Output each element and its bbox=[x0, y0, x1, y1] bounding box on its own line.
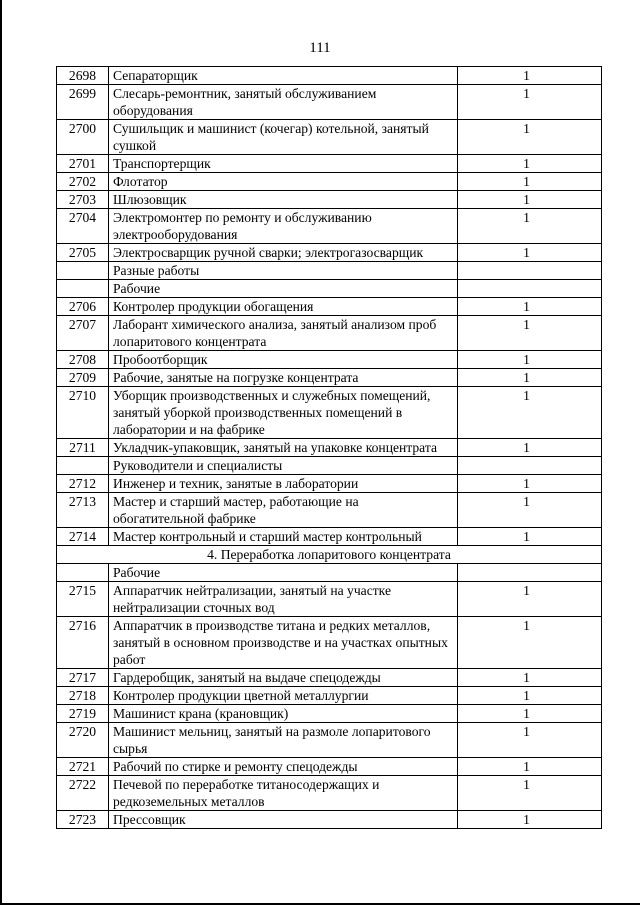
profession-name: Машинист крана (крановщик) bbox=[109, 705, 458, 723]
table-row bbox=[57, 155, 602, 173]
scan-edge-left bbox=[0, 0, 2, 905]
table-row bbox=[57, 298, 602, 316]
profession-name: Инженер и техник, занятые в лаборатории bbox=[109, 475, 458, 493]
row-number: 2698 bbox=[57, 67, 109, 85]
profession-name: Аппаратчик нейтрализации, занятый на участке нейтрализации сточных вод bbox=[109, 582, 458, 617]
group-header-row bbox=[57, 457, 602, 475]
row-value: 1 bbox=[523, 192, 530, 207]
value-cell bbox=[458, 687, 602, 705]
group-title: Рабочие bbox=[109, 280, 458, 298]
row-value: 1 bbox=[523, 583, 530, 598]
profession-name: Уборщик производственных и служебных помещений, занятый уборкой производственных помещений в лаборатории и на фабрике bbox=[109, 387, 458, 439]
row-number: 2723 bbox=[57, 811, 109, 829]
row-number: 2717 bbox=[57, 669, 109, 687]
table-row bbox=[57, 173, 602, 191]
row-value: 1 bbox=[523, 86, 530, 101]
table-row bbox=[57, 705, 602, 723]
value-cell bbox=[458, 85, 602, 120]
table-row bbox=[57, 120, 602, 155]
value-cell bbox=[458, 67, 602, 85]
value-cell bbox=[458, 617, 602, 669]
table-row bbox=[57, 493, 602, 528]
profession-name: Контролер продукции цветной металлургии bbox=[109, 687, 458, 705]
profession-name: Электросварщик ручной сварки; электрогазосварщик bbox=[109, 244, 458, 262]
row-number: 2701 bbox=[57, 155, 109, 173]
table-row bbox=[57, 85, 602, 120]
table-row bbox=[57, 758, 602, 776]
row-number: 2705 bbox=[57, 244, 109, 262]
group-header-row bbox=[57, 262, 602, 280]
row-number bbox=[57, 457, 109, 475]
row-number: 2711 bbox=[57, 439, 109, 457]
value-cell bbox=[458, 528, 602, 546]
row-value: 1 bbox=[523, 317, 530, 332]
table-row bbox=[57, 191, 602, 209]
row-number: 2718 bbox=[57, 687, 109, 705]
profession-name: Рабочие, занятые на погрузке концентрата bbox=[109, 369, 458, 387]
row-number: 2699 bbox=[57, 85, 109, 120]
value-cell bbox=[458, 811, 602, 829]
row-number: 2716 bbox=[57, 617, 109, 669]
value-cell bbox=[458, 155, 602, 173]
row-number: 2700 bbox=[57, 120, 109, 155]
table-row bbox=[57, 316, 602, 351]
row-value: 1 bbox=[523, 724, 530, 739]
value-cell bbox=[458, 776, 602, 811]
profession-name: Мастер контрольный и старший мастер контрольный bbox=[109, 528, 458, 546]
row-value: 1 bbox=[523, 777, 530, 792]
value-cell bbox=[458, 439, 602, 457]
value-cell bbox=[458, 316, 602, 351]
profession-name: Сепараторщик bbox=[109, 67, 458, 85]
table-row bbox=[57, 811, 602, 829]
table-row bbox=[57, 475, 602, 493]
table-row bbox=[57, 439, 602, 457]
profession-name: Рабочий по стирке и ремонту спецодежды bbox=[109, 758, 458, 776]
profession-name: Машинист мельниц, занятый на размоле лопаритового сырья bbox=[109, 723, 458, 758]
value-cell bbox=[458, 758, 602, 776]
row-value: 1 bbox=[523, 156, 530, 171]
value-cell bbox=[458, 564, 602, 582]
table-row bbox=[57, 387, 602, 439]
value-cell bbox=[458, 351, 602, 369]
row-value: 1 bbox=[523, 352, 530, 367]
table-row bbox=[57, 617, 602, 669]
table-row bbox=[57, 244, 602, 262]
row-number: 2708 bbox=[57, 351, 109, 369]
table-row bbox=[57, 369, 602, 387]
row-value: 1 bbox=[523, 174, 530, 189]
row-value: 1 bbox=[523, 476, 530, 491]
table-row bbox=[57, 687, 602, 705]
row-number: 2719 bbox=[57, 705, 109, 723]
value-cell bbox=[458, 387, 602, 439]
row-number: 2707 bbox=[57, 316, 109, 351]
row-number bbox=[57, 280, 109, 298]
row-value: 1 bbox=[523, 670, 530, 685]
table-body bbox=[57, 67, 602, 829]
group-header-row bbox=[57, 564, 602, 582]
value-cell bbox=[458, 369, 602, 387]
profession-name: Пробоотборщик bbox=[109, 351, 458, 369]
profession-name: Аппаратчик в производстве титана и редких металлов, занятый в основном производстве и на участках опытных работ bbox=[109, 617, 458, 669]
group-title: Разные работы bbox=[109, 262, 458, 280]
row-value: 1 bbox=[523, 210, 530, 225]
group-title: Рабочие bbox=[109, 564, 458, 582]
row-value: 1 bbox=[523, 121, 530, 136]
row-number: 2706 bbox=[57, 298, 109, 316]
row-number: 2710 bbox=[57, 387, 109, 439]
row-value: 1 bbox=[523, 812, 530, 827]
value-cell bbox=[458, 723, 602, 758]
value-cell bbox=[458, 298, 602, 316]
row-value: 1 bbox=[523, 245, 530, 260]
profession-name: Слесарь-ремонтник, занятый обслуживанием оборудования bbox=[109, 85, 458, 120]
row-value: 1 bbox=[523, 618, 530, 633]
section-row bbox=[57, 546, 602, 564]
profession-name: Мастер и старший мастер, работающие на обогатительной фабрике bbox=[109, 493, 458, 528]
row-number: 2709 bbox=[57, 369, 109, 387]
row-value: 1 bbox=[523, 370, 530, 385]
row-value: 1 bbox=[523, 759, 530, 774]
value-cell bbox=[458, 209, 602, 244]
row-number: 2712 bbox=[57, 475, 109, 493]
profession-name: Флотатор bbox=[109, 173, 458, 191]
row-number: 2702 bbox=[57, 173, 109, 191]
row-value: 1 bbox=[523, 494, 530, 509]
value-cell bbox=[458, 669, 602, 687]
value-cell bbox=[458, 244, 602, 262]
profession-name: Прессовщик bbox=[109, 811, 458, 829]
profession-name: Лаборант химического анализа, занятый анализом проб лопаритового концентрата bbox=[109, 316, 458, 351]
row-value: 1 bbox=[523, 299, 530, 314]
row-value: 1 bbox=[523, 68, 530, 83]
value-cell bbox=[458, 262, 602, 280]
row-value: 1 bbox=[523, 388, 530, 403]
row-number: 2720 bbox=[57, 723, 109, 758]
row-number: 2713 bbox=[57, 493, 109, 528]
profession-name: Печевой по переработке титаносодержащих и редкоземельных металлов bbox=[109, 776, 458, 811]
profession-name: Шлюзовщик bbox=[109, 191, 458, 209]
value-cell bbox=[458, 475, 602, 493]
table-row bbox=[57, 669, 602, 687]
value-cell bbox=[458, 457, 602, 475]
table-row bbox=[57, 351, 602, 369]
table-row bbox=[57, 582, 602, 617]
value-cell bbox=[458, 280, 602, 298]
profession-table bbox=[56, 66, 602, 829]
row-value: 1 bbox=[523, 440, 530, 455]
group-title: Руководители и специалисты bbox=[109, 457, 458, 475]
profession-name: Контролер продукции обогащения bbox=[109, 298, 458, 316]
profession-name: Электромонтер по ремонту и обслуживанию электрооборудования bbox=[109, 209, 458, 244]
value-cell bbox=[458, 493, 602, 528]
table-row bbox=[57, 67, 602, 85]
table-row bbox=[57, 776, 602, 811]
table-row bbox=[57, 723, 602, 758]
row-number: 2722 bbox=[57, 776, 109, 811]
section-title: 4. Переработка лопаритового концентрата bbox=[57, 546, 602, 564]
row-number: 2703 bbox=[57, 191, 109, 209]
profession-name: Сушильщик и машинист (кочегар) котельной, занятый сушкой bbox=[109, 120, 458, 155]
value-cell bbox=[458, 705, 602, 723]
row-number bbox=[57, 262, 109, 280]
row-value: 1 bbox=[523, 688, 530, 703]
row-number: 2704 bbox=[57, 209, 109, 244]
row-number: 2715 bbox=[57, 582, 109, 617]
value-cell bbox=[458, 120, 602, 155]
page-number: 111 bbox=[309, 40, 331, 56]
row-number bbox=[57, 564, 109, 582]
row-value: 1 bbox=[523, 529, 530, 544]
row-number: 2721 bbox=[57, 758, 109, 776]
table-row bbox=[57, 209, 602, 244]
profession-name: Гардеробщик, занятый на выдаче спецодежды bbox=[109, 669, 458, 687]
profession-name: Укладчик-упаковщик, занятый на упаковке концентрата bbox=[109, 439, 458, 457]
row-value: 1 bbox=[523, 706, 530, 721]
row-number: 2714 bbox=[57, 528, 109, 546]
table-row bbox=[57, 528, 602, 546]
value-cell bbox=[458, 173, 602, 191]
group-header-row bbox=[57, 280, 602, 298]
value-cell bbox=[458, 582, 602, 617]
profession-name: Транспортерщик bbox=[109, 155, 458, 173]
value-cell bbox=[458, 191, 602, 209]
